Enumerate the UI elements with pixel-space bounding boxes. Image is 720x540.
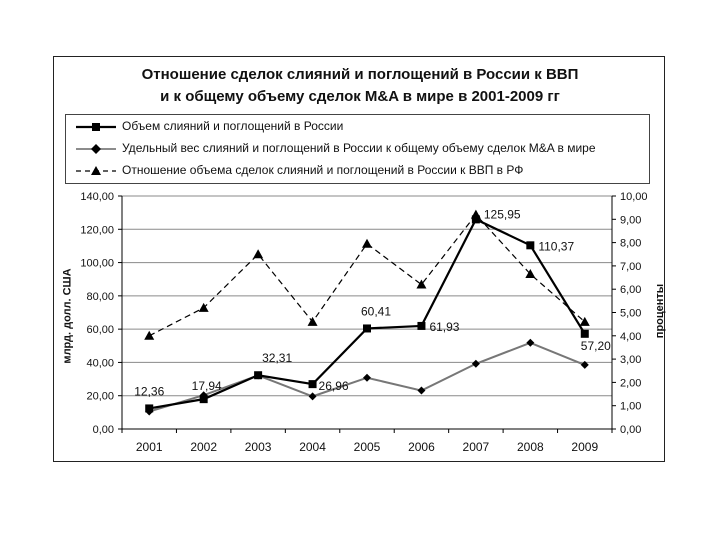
series-share-global-point xyxy=(526,339,534,347)
series-gdp-ratio-point xyxy=(253,249,263,258)
data-label-ma-volume: 61,93 xyxy=(429,319,460,334)
y-left-tick-label: 120,00 xyxy=(80,224,114,237)
y-right-tick-label: 5,00 xyxy=(620,307,642,320)
data-label-ma-volume: 125,95 xyxy=(483,207,521,222)
y-left-tick-label: 140,00 xyxy=(80,191,114,203)
y-left-tick-label: 60,00 xyxy=(86,324,114,337)
y-left-tick-label: 40,00 xyxy=(86,357,114,370)
y-left-tick-label: 20,00 xyxy=(86,390,114,403)
data-label-ma-volume: 32,31 xyxy=(262,351,293,366)
y-right-tick-label: 8,00 xyxy=(620,237,642,250)
x-tick-label: 2001 xyxy=(135,440,163,454)
series-ma-volume-point xyxy=(254,371,262,379)
series-gdp-ratio-point xyxy=(308,317,318,326)
data-label-ma-volume: 60,41 xyxy=(361,304,392,319)
y-right-tick-label: 4,00 xyxy=(620,330,642,343)
y-right-tick-label: 7,00 xyxy=(620,260,642,273)
series-ma-volume-point xyxy=(145,404,153,412)
chart-title-line-2: и к общему объему сделок M&A в мире в 2001-2009 гг xyxy=(160,88,560,105)
x-tick-label: 2009 xyxy=(571,440,599,454)
series-gdp-ratio-point xyxy=(144,331,154,340)
series-share-global-point xyxy=(417,387,425,395)
series-ma-volume-point xyxy=(581,330,589,338)
x-tick-label: 2002 xyxy=(190,440,218,454)
data-label-ma-volume: 110,37 xyxy=(538,239,575,254)
x-tick-label: 2007 xyxy=(462,440,490,454)
series-share-global-point xyxy=(363,374,371,382)
data-label-ma-volume: 12,36 xyxy=(134,384,165,399)
series-ma-volume-point xyxy=(363,324,371,332)
y-left-tick-label: 80,00 xyxy=(86,290,114,303)
x-tick-label: 2004 xyxy=(299,440,326,454)
legend-label-ma-volume: Объем слияний и поглощений в России xyxy=(122,119,344,133)
series-gdp-ratio-point xyxy=(362,239,372,248)
series-share-global-point xyxy=(472,360,480,368)
y-right-tick-label: 9,00 xyxy=(620,214,642,227)
y-right-tick-label: 1,00 xyxy=(620,400,642,413)
x-tick-label: 2006 xyxy=(408,440,435,454)
x-tick-label: 2005 xyxy=(353,440,381,454)
y-right-tick-label: 3,00 xyxy=(620,354,642,367)
y-axis-left-label: млрд. долл. США xyxy=(61,268,74,364)
y-right-tick-label: 10,00 xyxy=(620,191,648,203)
x-tick-label: 2003 xyxy=(244,440,272,454)
chart-title-line-1: Отношение сделок слияний и поглощений в России к ВВП xyxy=(141,66,579,83)
series-share-global-point xyxy=(309,392,317,400)
data-label-ma-volume: 17,94 xyxy=(191,379,222,394)
series-gdp-ratio-point xyxy=(199,303,209,312)
y-left-tick-label: 0,00 xyxy=(92,424,114,436)
y-right-tick-label: 0,00 xyxy=(620,424,642,436)
y-axis-right-label: проценты xyxy=(654,283,667,339)
series-ma-volume-point xyxy=(417,322,425,330)
legend-label-share-global: Удельный вес слияний и поглощений в России к общему объему сделок M&A в мире xyxy=(122,141,596,155)
series-ma-volume-point xyxy=(472,215,480,223)
data-label-ma-volume: 57,20 xyxy=(580,338,611,353)
series-ma-volume-point xyxy=(309,380,317,388)
y-right-tick-label: 2,00 xyxy=(620,377,642,390)
y-right-tick-label: 6,00 xyxy=(620,284,642,297)
series-ma-volume-point xyxy=(200,395,208,403)
data-label-ma-volume: 26,96 xyxy=(318,379,349,394)
legend-label-gdp-ratio: Отношение объема сделок слияний и поглощений в России к ВВП в РФ xyxy=(122,163,524,177)
y-left-tick-label: 100,00 xyxy=(80,257,114,270)
series-ma-volume-point xyxy=(526,241,534,249)
x-tick-label: 2008 xyxy=(516,440,544,454)
